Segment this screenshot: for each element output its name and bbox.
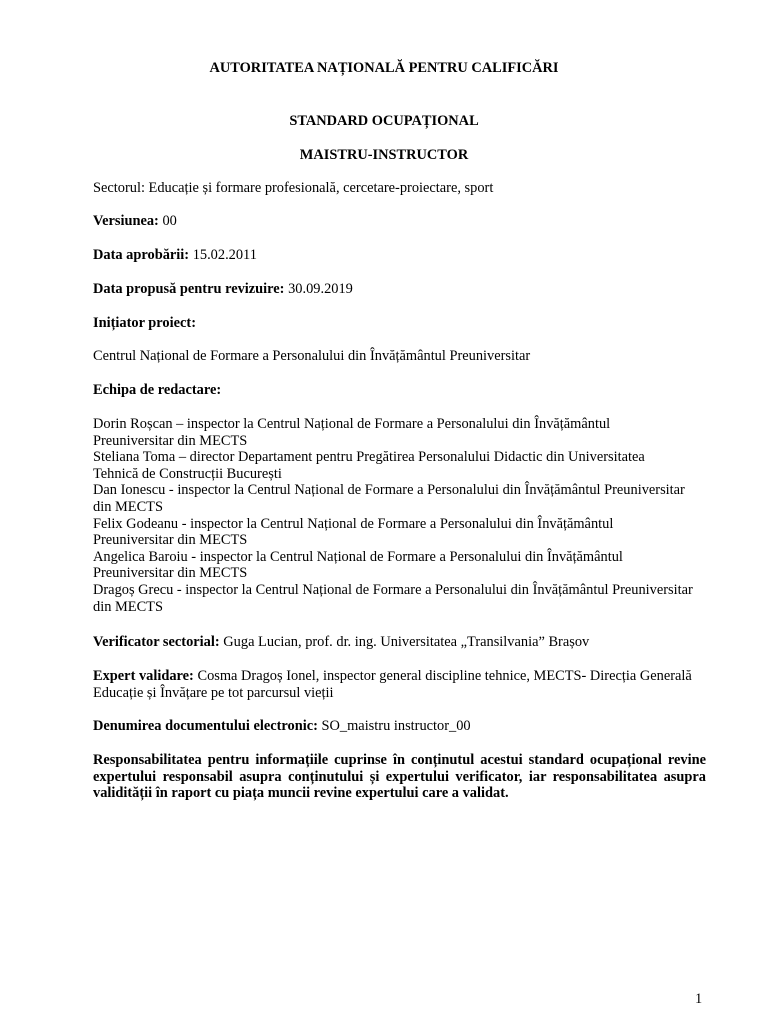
team-member: Dan Ionescu - inspector la Centrul Național de Formare a Personalului din Învățământul Preuniversitar din MECTS (93, 482, 685, 515)
page-number: 1 (695, 991, 703, 1007)
team-list (93, 416, 693, 615)
revision-date-value: 30.09.2019 (288, 281, 353, 297)
team-label: Echipa de redactare: (93, 382, 222, 398)
sector-line: Sectorul: Educație și formare profesională, cercetare-proiectare, sport (93, 180, 494, 196)
approval-date-label: Data aprobării: (93, 247, 190, 263)
team-member: Dorin Roșcan – inspector la Centrul Național de Formare a Personalului din Învățământul Preuniversitar din MECTS (93, 416, 611, 449)
electronic-doc-value: SO_maistru instructor_00 (321, 718, 471, 734)
team-member: Steliana Toma – director Departament pentru Pregătirea Personalului Didactic din Universitatea Tehnică de Construcții București (93, 449, 645, 482)
revision-date-line (93, 281, 353, 298)
approval-date-line (93, 247, 257, 264)
verifier-value: Guga Lucian, prof. dr. ing. Universitatea „Transilvania” Brașov (223, 634, 590, 650)
verifier-line (93, 634, 589, 651)
version-value: 00 (162, 213, 177, 229)
electronic-doc-label: Denumirea documentului electronic: (93, 718, 318, 734)
approval-date-value: 15.02.2011 (192, 247, 257, 263)
verifier-label: Verificator sectorial: (93, 634, 220, 650)
team-member: Dragoș Grecu - inspector la Centrul Național de Formare a Personalului din Învățământul Preuniversitar din MECTS (93, 581, 693, 615)
revision-date-label: Data propusă pentru revizuire: (93, 281, 285, 297)
initiator-value: Centrul Național de Formare a Personalului din Învățământul Preuniversitar (93, 348, 531, 364)
authority-heading: AUTORITATEA NAȚIONALĂ PENTRU CALIFICĂRI (209, 60, 559, 76)
version-label: Versiunea: (93, 213, 159, 229)
document-type-heading: STANDARD OCUPAȚIONAL (289, 113, 479, 129)
version-line (93, 213, 177, 230)
electronic-doc-line (93, 718, 471, 735)
team-member: Angelica Baroiu - inspector la Centrul Național de Formare a Personalului din Învățământul Preuniversitar din MECTS (93, 548, 623, 582)
validator-line (93, 668, 693, 701)
responsibility-paragraph: Responsabilitatea pentru informațiile cuprinse în conținutul acestui standard ocupațional revine expertului responsabil asupra conținutului și expertului verificator, iar responsabilitatea asupra validității în raport cu piața muncii revine expertului care a validat. (93, 752, 706, 802)
validator-label: Expert validare: (93, 668, 194, 684)
team-member: Felix Godeanu - inspector la Centrul Național de Formare a Personalului din Învățământul Preuniversitar din MECTS (93, 515, 614, 549)
validator-value: Cosma Dragoș Ionel, inspector general discipline tehnice, MECTS- Direcția Generală Educație și Învățare pe tot parcursul vieții (93, 668, 692, 701)
occupation-title: MAISTRU-INSTRUCTOR (299, 147, 469, 163)
initiator-label: Inițiator proiect: (93, 315, 196, 331)
